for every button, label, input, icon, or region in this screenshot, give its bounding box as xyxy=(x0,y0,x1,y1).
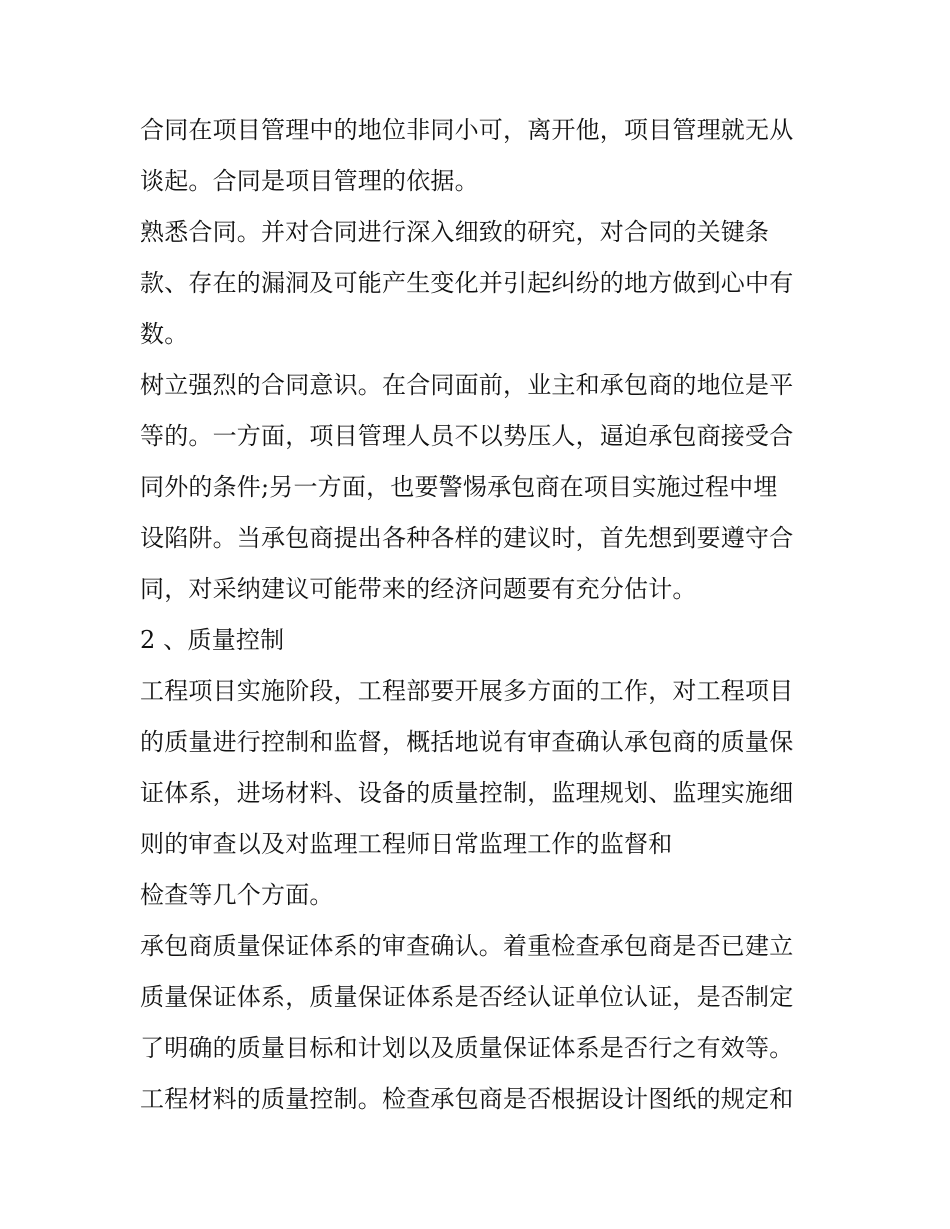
text-line: 数。 xyxy=(140,320,189,348)
text-line: 等的。一方面，项目管理人员不以势压人，逼迫承包商接受合 xyxy=(140,422,794,450)
text-line: 工程项目实施阶段，工程部要开展多方面的工作，对工程项目 xyxy=(140,677,794,705)
document-page xyxy=(140,105,815,1125)
text-line: 则的审查以及对监理工程师日常监理工作的监督和 xyxy=(140,830,673,858)
text-line: 同外的条件;另一方面，也要警惕承包商在项目实施过程中埋 xyxy=(140,473,778,501)
section-heading: 2 、质量控制 xyxy=(140,626,285,654)
text-line: 树立强烈的合同意识。在合同面前，业主和承包商的地位是平 xyxy=(140,371,794,399)
text-line: 设陷阱。当承包商提出各种各样的建议时，首先想到要遵守合 xyxy=(140,524,794,552)
text-line: 了明确的质量目标和计划以及质量保证体系是否行之有效等。 xyxy=(140,1034,794,1062)
text-line: 承包商质量保证体系的审查确认。着重检查承包商是否已建立 xyxy=(140,932,794,960)
text-line: 谈起。合同是项目管理的依据。 xyxy=(140,167,479,195)
text-line: 质量保证体系，质量保证体系是否经认证单位认证，是否制定 xyxy=(140,983,794,1011)
text-line: 工程材料的质量控制。检查承包商是否根据设计图纸的规定和 xyxy=(140,1085,794,1113)
text-line: 证体系，进场材料、设备的质量控制，监理规划、监理实施细 xyxy=(140,779,794,807)
text-line: 熟悉合同。并对合同进行深入细致的研究，对合同的关键条 xyxy=(140,218,770,246)
text-line: 的质量进行控制和监督，概括地说有审查确认承包商的质量保 xyxy=(140,728,794,756)
text-line: 同，对采纳建议可能带来的经济问题要有充分估计。 xyxy=(140,575,697,603)
text-line: 合同在项目管理中的地位非同小可，离开他，项目管理就无从 xyxy=(140,116,794,144)
text-line: 检查等几个方面。 xyxy=(140,881,334,909)
text-line: 款、存在的漏洞及可能产生变化并引起纠纷的地方做到心中有 xyxy=(140,269,794,297)
